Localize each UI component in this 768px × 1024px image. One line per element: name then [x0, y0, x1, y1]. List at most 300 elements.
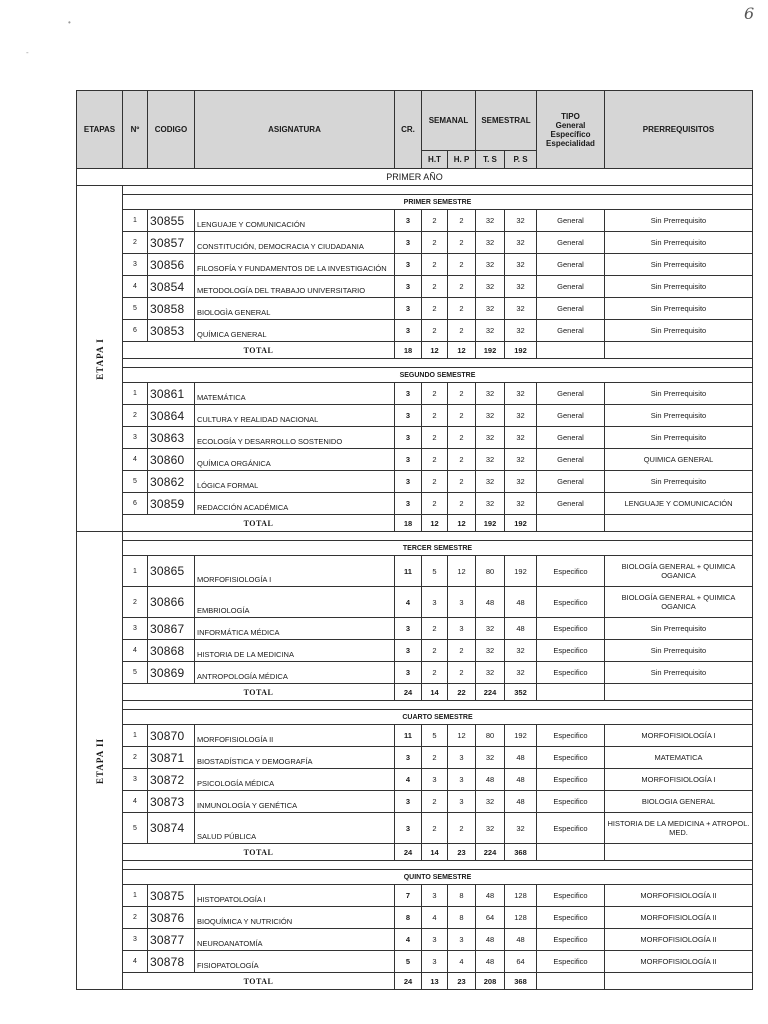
course-name: ANTROPOLOGÍA MÉDICA — [195, 662, 395, 684]
course-prereq: Sin Prerrequisito — [605, 210, 753, 232]
header-ts: T. S — [476, 151, 505, 169]
course-hp: 2 — [448, 254, 476, 276]
page-number: 6 — [744, 4, 755, 23]
course-row — [77, 427, 753, 449]
course-ps: 48 — [505, 587, 537, 618]
course-prereq: MORFOFISIOLOGÍA I — [605, 725, 753, 747]
course-code: 30857 — [148, 232, 195, 254]
header-tipo-especifico: Específico — [550, 129, 591, 139]
course-name: FISIOPATOLOGÍA — [195, 951, 395, 973]
course-hp: 2 — [448, 813, 476, 844]
course-hp: 2 — [448, 493, 476, 515]
course-ht: 2 — [422, 383, 448, 405]
course-ht: 3 — [422, 769, 448, 791]
course-row — [77, 791, 753, 813]
course-number: 1 — [123, 725, 148, 747]
course-ps: 192 — [505, 556, 537, 587]
course-ts: 32 — [476, 449, 505, 471]
course-ts: 32 — [476, 210, 505, 232]
course-hp: 2 — [448, 276, 476, 298]
course-ps: 48 — [505, 747, 537, 769]
course-tipo: General — [537, 276, 605, 298]
course-code: 30869 — [148, 662, 195, 684]
course-ht: 2 — [422, 405, 448, 427]
total-ps: 368 — [505, 844, 537, 861]
course-ht: 2 — [422, 662, 448, 684]
total-label: TOTAL — [123, 973, 395, 990]
course-row — [77, 210, 753, 232]
total-ts: 224 — [476, 684, 505, 701]
course-ts: 32 — [476, 791, 505, 813]
course-ts: 32 — [476, 232, 505, 254]
course-row — [77, 556, 753, 587]
course-credits: 3 — [395, 662, 422, 684]
course-number: 5 — [123, 813, 148, 844]
course-ps: 32 — [505, 383, 537, 405]
course-prereq: QUIMICA GENERAL — [605, 449, 753, 471]
course-row — [77, 449, 753, 471]
total-ts: 224 — [476, 844, 505, 861]
course-ht: 5 — [422, 556, 448, 587]
course-code: 30874 — [148, 813, 195, 844]
course-row — [77, 405, 753, 427]
course-ts: 48 — [476, 929, 505, 951]
header-tipo-general: General — [555, 120, 586, 130]
course-ps: 32 — [505, 232, 537, 254]
header-tipo-title: TIPO — [561, 111, 580, 121]
course-ht: 2 — [422, 427, 448, 449]
course-prereq: Sin Prerrequisito — [605, 298, 753, 320]
course-ht: 2 — [422, 791, 448, 813]
semester-gap-row — [77, 532, 753, 541]
course-hp: 3 — [448, 769, 476, 791]
course-row — [77, 320, 753, 342]
course-name: HISTOPATOLOGÍA I — [195, 885, 395, 907]
course-credits: 3 — [395, 813, 422, 844]
course-ps: 32 — [505, 493, 537, 515]
course-number: 3 — [123, 618, 148, 640]
etapa-label: ETAPA I — [94, 337, 105, 380]
course-number: 2 — [123, 587, 148, 618]
semester-gap — [123, 186, 753, 195]
total-hp: 23 — [448, 973, 476, 990]
course-row — [77, 640, 753, 662]
course-prereq: Sin Prerrequisito — [605, 618, 753, 640]
semester-total-row — [77, 844, 753, 861]
course-prereq: BIOLOGÍA GENERAL + QUIMICA OGANICA — [605, 556, 753, 587]
course-ts: 32 — [476, 493, 505, 515]
course-prereq: MORFOFISIOLOGÍA II — [605, 929, 753, 951]
course-number: 4 — [123, 791, 148, 813]
course-code: 30855 — [148, 210, 195, 232]
course-prereq: Sin Prerrequisito — [605, 662, 753, 684]
total-prereq-empty — [605, 684, 753, 701]
course-hp: 3 — [448, 618, 476, 640]
course-hp: 2 — [448, 298, 476, 320]
header-tipo-especialidad: Especialidad — [546, 138, 595, 148]
course-prereq: BIOLOGIA GENERAL — [605, 791, 753, 813]
course-code: 30876 — [148, 907, 195, 929]
course-number: 5 — [123, 298, 148, 320]
course-ps: 32 — [505, 813, 537, 844]
course-tipo: General — [537, 210, 605, 232]
course-ht: 5 — [422, 725, 448, 747]
course-hp: 3 — [448, 929, 476, 951]
course-row — [77, 725, 753, 747]
course-credits: 3 — [395, 618, 422, 640]
semester-title: PRIMER SEMESTRE — [123, 195, 753, 210]
course-tipo: Especifico — [537, 929, 605, 951]
course-credits: 3 — [395, 298, 422, 320]
course-ps: 32 — [505, 471, 537, 493]
total-label: TOTAL — [123, 684, 395, 701]
course-code: 30859 — [148, 493, 195, 515]
course-ht: 2 — [422, 618, 448, 640]
course-prereq: Sin Prerrequisito — [605, 640, 753, 662]
course-row — [77, 907, 753, 929]
course-row — [77, 618, 753, 640]
course-ht: 2 — [422, 320, 448, 342]
semester-gap-row — [77, 359, 753, 368]
total-hp: 22 — [448, 684, 476, 701]
course-hp: 2 — [448, 210, 476, 232]
course-number: 1 — [123, 383, 148, 405]
course-credits: 3 — [395, 405, 422, 427]
course-tipo: Especifico — [537, 791, 605, 813]
course-name: HISTORIA DE LA MEDICINA — [195, 640, 395, 662]
semester-total-row — [77, 973, 753, 990]
course-prereq: Sin Prerrequisito — [605, 254, 753, 276]
course-name: NEUROANATOMÍA — [195, 929, 395, 951]
semester-gap-row — [77, 861, 753, 870]
course-ps: 48 — [505, 769, 537, 791]
course-code: 30856 — [148, 254, 195, 276]
course-tipo: General — [537, 383, 605, 405]
course-ht: 3 — [422, 929, 448, 951]
course-credits: 3 — [395, 254, 422, 276]
course-name: BIOQUÍMICA Y NUTRICIÓN — [195, 907, 395, 929]
course-ps: 32 — [505, 405, 537, 427]
course-code: 30871 — [148, 747, 195, 769]
course-code: 30866 — [148, 587, 195, 618]
course-ps: 32 — [505, 298, 537, 320]
course-name: REDACCIÓN ACADÉMICA — [195, 493, 395, 515]
semester-total-row — [77, 342, 753, 359]
total-ps: 192 — [505, 342, 537, 359]
course-code: 30878 — [148, 951, 195, 973]
course-number: 3 — [123, 929, 148, 951]
course-row — [77, 254, 753, 276]
course-code: 30872 — [148, 769, 195, 791]
semester-gap — [123, 532, 753, 541]
total-hp: 12 — [448, 342, 476, 359]
course-row — [77, 662, 753, 684]
total-tipo-empty — [537, 844, 605, 861]
course-row — [77, 929, 753, 951]
total-ht: 14 — [422, 844, 448, 861]
course-number: 4 — [123, 640, 148, 662]
semester-gap-row — [77, 186, 753, 195]
course-ts: 32 — [476, 618, 505, 640]
course-prereq: Sin Prerrequisito — [605, 232, 753, 254]
course-prereq: MORFOFISIOLOGÍA II — [605, 885, 753, 907]
course-tipo: Especifico — [537, 885, 605, 907]
course-code: 30873 — [148, 791, 195, 813]
course-number: 2 — [123, 405, 148, 427]
header-semestral: SEMESTRAL — [476, 91, 537, 151]
course-tipo: Especifico — [537, 907, 605, 929]
course-ps: 64 — [505, 951, 537, 973]
course-hp: 2 — [448, 449, 476, 471]
course-row — [77, 747, 753, 769]
course-ts: 48 — [476, 769, 505, 791]
course-prereq: BIOLOGÍA GENERAL + QUIMICA OGANICA — [605, 587, 753, 618]
course-credits: 11 — [395, 725, 422, 747]
semester-title-row — [77, 710, 753, 725]
course-tipo: General — [537, 493, 605, 515]
course-ps: 32 — [505, 449, 537, 471]
course-ts: 32 — [476, 747, 505, 769]
course-hp: 12 — [448, 725, 476, 747]
course-ht: 2 — [422, 747, 448, 769]
course-code: 30860 — [148, 449, 195, 471]
course-code: 30868 — [148, 640, 195, 662]
course-hp: 8 — [448, 907, 476, 929]
course-row — [77, 769, 753, 791]
course-name: METODOLOGÍA DEL TRABAJO UNIVERSITARIO — [195, 276, 395, 298]
year-row — [77, 169, 753, 186]
header-numero: Nº — [123, 91, 148, 169]
course-credits: 3 — [395, 210, 422, 232]
header-ps: P. S — [505, 151, 537, 169]
course-credits: 3 — [395, 427, 422, 449]
course-tipo: Especifico — [537, 587, 605, 618]
course-name: BIOLOGÌA GENERAL — [195, 298, 395, 320]
total-tipo-empty — [537, 973, 605, 990]
course-tipo: Especifico — [537, 556, 605, 587]
course-hp: 4 — [448, 951, 476, 973]
course-ps: 48 — [505, 791, 537, 813]
course-row — [77, 951, 753, 973]
course-number: 1 — [123, 885, 148, 907]
table-body — [77, 169, 753, 990]
course-name: CULTURA Y REALIDAD NACIONAL — [195, 405, 395, 427]
course-tipo: Especifico — [537, 813, 605, 844]
total-ts: 192 — [476, 342, 505, 359]
course-name: CONSTITUCIÓN, DEMOCRACIA Y CIUDADANIA — [195, 232, 395, 254]
etapa-cell — [77, 532, 123, 990]
course-ps: 32 — [505, 210, 537, 232]
course-row — [77, 232, 753, 254]
course-name: INFORMÁTICA MÉDICA — [195, 618, 395, 640]
course-ps: 48 — [505, 618, 537, 640]
course-ts: 32 — [476, 640, 505, 662]
course-hp: 3 — [448, 587, 476, 618]
course-ps: 128 — [505, 907, 537, 929]
course-code: 30858 — [148, 298, 195, 320]
total-credits: 18 — [395, 342, 422, 359]
course-credits: 8 — [395, 907, 422, 929]
scan-speck: • — [68, 18, 71, 27]
course-ht: 2 — [422, 449, 448, 471]
total-ht: 12 — [422, 515, 448, 532]
course-ps: 32 — [505, 640, 537, 662]
course-ts: 48 — [476, 587, 505, 618]
course-prereq: LENGUAJE Y COMUNICACIÓN — [605, 493, 753, 515]
course-credits: 3 — [395, 232, 422, 254]
course-tipo: General — [537, 449, 605, 471]
course-name: LÓGICA FORMAL — [195, 471, 395, 493]
course-credits: 3 — [395, 747, 422, 769]
course-code: 30875 — [148, 885, 195, 907]
course-name: LENGUAJE Y COMUNICACIÓN — [195, 210, 395, 232]
course-name: MORFOFISIOLOGÍA II — [195, 725, 395, 747]
total-tipo-empty — [537, 684, 605, 701]
course-name: INMUNOLOGÍA Y GENÉTICA — [195, 791, 395, 813]
total-ht: 12 — [422, 342, 448, 359]
total-ht: 14 — [422, 684, 448, 701]
course-ht: 2 — [422, 232, 448, 254]
course-credits: 4 — [395, 769, 422, 791]
course-tipo: Especifico — [537, 640, 605, 662]
total-hp: 12 — [448, 515, 476, 532]
total-credits: 24 — [395, 684, 422, 701]
course-number: 6 — [123, 493, 148, 515]
course-prereq: Sin Prerrequisito — [605, 383, 753, 405]
course-tipo: Especifico — [537, 951, 605, 973]
course-code: 30867 — [148, 618, 195, 640]
course-ht: 2 — [422, 471, 448, 493]
course-credits: 3 — [395, 276, 422, 298]
course-ts: 64 — [476, 907, 505, 929]
total-tipo-empty — [537, 342, 605, 359]
course-tipo: Especifico — [537, 618, 605, 640]
course-ts: 32 — [476, 813, 505, 844]
course-name: SALUD PÚBLICA — [195, 813, 395, 844]
total-ht: 13 — [422, 973, 448, 990]
course-code: 30877 — [148, 929, 195, 951]
course-number: 2 — [123, 747, 148, 769]
course-tipo: General — [537, 232, 605, 254]
course-ts: 48 — [476, 885, 505, 907]
course-number: 3 — [123, 254, 148, 276]
semester-title: SEGUNDO SEMESTRE — [123, 368, 753, 383]
course-tipo: General — [537, 471, 605, 493]
semester-gap-row — [77, 701, 753, 710]
course-hp: 2 — [448, 232, 476, 254]
course-credits: 7 — [395, 885, 422, 907]
course-code: 30853 — [148, 320, 195, 342]
course-name: EMBRIOLOGÍA — [195, 587, 395, 618]
course-ht: 2 — [422, 493, 448, 515]
course-credits: 4 — [395, 587, 422, 618]
course-credits: 4 — [395, 929, 422, 951]
course-prereq: Sin Prerrequisito — [605, 276, 753, 298]
course-prereq: MORFOFISIOLOGÍA II — [605, 907, 753, 929]
header-asignatura: ASIGNATURA — [195, 91, 395, 169]
course-ts: 32 — [476, 405, 505, 427]
course-row — [77, 493, 753, 515]
course-ht: 4 — [422, 907, 448, 929]
total-label: TOTAL — [123, 342, 395, 359]
course-number: 4 — [123, 449, 148, 471]
header-etapas: ETAPAS — [77, 91, 123, 169]
course-row — [77, 276, 753, 298]
course-hp: 3 — [448, 791, 476, 813]
course-code: 30864 — [148, 405, 195, 427]
course-ts: 32 — [476, 276, 505, 298]
course-credits: 3 — [395, 493, 422, 515]
total-credits: 24 — [395, 973, 422, 990]
course-row — [77, 298, 753, 320]
course-prereq: Sin Prerrequisito — [605, 405, 753, 427]
course-tipo: General — [537, 427, 605, 449]
course-tipo: General — [537, 320, 605, 342]
header-tipo — [537, 91, 605, 169]
course-ps: 32 — [505, 427, 537, 449]
course-ht: 2 — [422, 813, 448, 844]
course-number: 5 — [123, 662, 148, 684]
course-code: 30865 — [148, 556, 195, 587]
course-ts: 48 — [476, 951, 505, 973]
total-label: TOTAL — [123, 844, 395, 861]
course-number: 1 — [123, 210, 148, 232]
course-ps: 32 — [505, 662, 537, 684]
course-prereq: Sin Prerrequisito — [605, 427, 753, 449]
course-credits: 3 — [395, 471, 422, 493]
course-row — [77, 587, 753, 618]
curriculum-table — [76, 90, 753, 990]
etapa-label: ETAPA II — [94, 737, 105, 784]
semester-title: TERCER SEMESTRE — [123, 541, 753, 556]
course-number: 2 — [123, 232, 148, 254]
header-semanal: SEMANAL — [422, 91, 476, 151]
semester-total-row — [77, 684, 753, 701]
header-prerrequisitos: PRERREQUISITOS — [605, 91, 753, 169]
course-ps: 128 — [505, 885, 537, 907]
course-ts: 32 — [476, 427, 505, 449]
semester-title-row — [77, 541, 753, 556]
course-prereq: Sin Prerrequisito — [605, 471, 753, 493]
course-hp: 2 — [448, 383, 476, 405]
course-prereq: MORFOFISIOLOGÍA I — [605, 769, 753, 791]
course-ts: 32 — [476, 471, 505, 493]
course-name: QUÍMICA ORGÁNICA — [195, 449, 395, 471]
header-ht: H.T — [422, 151, 448, 169]
course-ht: 2 — [422, 298, 448, 320]
course-ht: 2 — [422, 276, 448, 298]
course-tipo: Especifico — [537, 725, 605, 747]
semester-title-row — [77, 870, 753, 885]
semester-gap — [123, 861, 753, 870]
course-hp: 3 — [448, 747, 476, 769]
course-ht: 3 — [422, 885, 448, 907]
course-ht: 3 — [422, 587, 448, 618]
course-credits: 11 — [395, 556, 422, 587]
course-prereq: HISTORIA DE LA MEDICINA + ATROPOL. MED. — [605, 813, 753, 844]
course-ps: 192 — [505, 725, 537, 747]
course-ts: 32 — [476, 298, 505, 320]
course-number: 3 — [123, 427, 148, 449]
table-header — [77, 91, 753, 169]
course-ht: 2 — [422, 254, 448, 276]
total-label: TOTAL — [123, 515, 395, 532]
total-prereq-empty — [605, 342, 753, 359]
semester-gap — [123, 359, 753, 368]
course-ts: 80 — [476, 725, 505, 747]
total-prereq-empty — [605, 515, 753, 532]
course-tipo: General — [537, 298, 605, 320]
